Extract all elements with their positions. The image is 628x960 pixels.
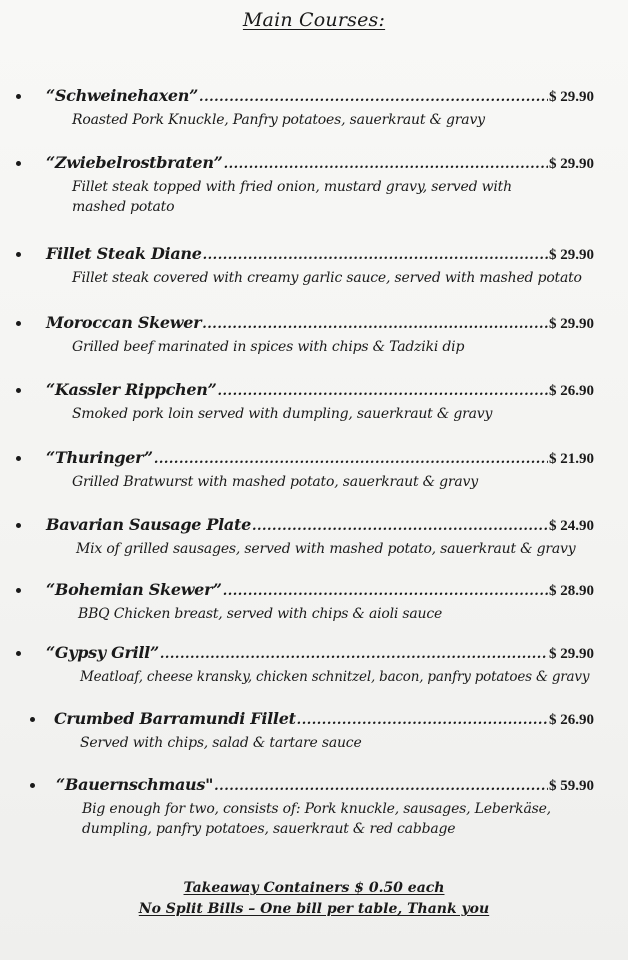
menu-item-price: $ 29.90 xyxy=(549,247,594,263)
dot-leader xyxy=(224,157,548,172)
menu-item-price: $ 59.90 xyxy=(549,778,594,794)
menu-item-row xyxy=(46,380,594,402)
menu-item-price: $ 24.90 xyxy=(549,518,594,534)
dot-leader xyxy=(252,519,548,534)
menu-item-row xyxy=(46,313,594,335)
bullet-icon xyxy=(30,783,35,788)
menu-item-price: $ 26.90 xyxy=(549,383,594,399)
bullet-icon xyxy=(16,388,21,393)
menu-item-name: Fillet Steak Diane xyxy=(46,244,202,263)
menu-item-price: $ 21.90 xyxy=(549,451,594,467)
bullet-icon xyxy=(16,588,21,593)
menu-item-price: $ 29.90 xyxy=(549,646,594,662)
menu-item-name: Bavarian Sausage Plate xyxy=(46,515,251,534)
menu-item-price: $ 29.90 xyxy=(549,316,594,332)
bullet-icon xyxy=(16,252,21,257)
menu-item-description: BBQ Chicken breast, served with chips & aioli sauce xyxy=(78,606,443,622)
split-bill-note: No Split Bills – One bill per table, Thank you xyxy=(138,901,490,917)
takeaway-note: Takeaway Containers $ 0.50 each xyxy=(183,880,445,896)
dot-leader xyxy=(202,317,548,332)
dot-leader xyxy=(160,647,548,662)
menu-item-row xyxy=(46,580,594,602)
menu-item-row xyxy=(46,515,594,537)
menu-item-description: Roasted Pork Knuckle, Panfry potatoes, sauerkraut & gravy xyxy=(72,112,485,128)
bullet-icon xyxy=(16,651,21,656)
menu-item-description: Served with chips, salad & tartare sauce xyxy=(80,735,362,751)
menu-item-row xyxy=(46,244,594,266)
menu-item-name: “Bauernschmaus" xyxy=(56,775,214,794)
menu-item-row xyxy=(54,709,594,731)
menu-item-name: “Schweinehaxen” xyxy=(46,86,199,105)
menu-item-description: Fillet steak covered with creamy garlic sauce, served with mashed potato xyxy=(72,270,582,286)
dot-leader xyxy=(297,713,548,728)
bullet-icon xyxy=(16,321,21,326)
dot-leader xyxy=(214,779,548,794)
dot-leader xyxy=(223,584,548,599)
menu-item-description: Grilled beef marinated in spices with chips & Tadziki dip xyxy=(72,339,465,355)
menu-item-name: “Bohemian Skewer” xyxy=(46,580,222,599)
menu-item-description: Fillet steak topped with fried onion, mustard gravy, served with mashed potato xyxy=(72,179,512,215)
dot-leader xyxy=(154,452,548,467)
menu-item-row xyxy=(46,643,594,665)
menu-item-description: Grilled Bratwurst with mashed potato, sauerkraut & gravy xyxy=(72,474,478,490)
menu-item-name: “Kassler Rippchen” xyxy=(46,380,217,399)
bullet-icon xyxy=(16,94,21,99)
dot-leader xyxy=(199,90,548,105)
menu-item-price: $ 29.90 xyxy=(549,89,594,105)
bullet-icon xyxy=(16,456,21,461)
menu-item-description: Meatloaf, cheese kransky, chicken schnitzel, bacon, panfry potatoes & gravy xyxy=(80,669,590,685)
menu-item-row xyxy=(56,775,594,797)
menu-item-price: $ 29.90 xyxy=(549,156,594,172)
bullet-icon xyxy=(16,161,21,166)
dot-leader xyxy=(218,384,549,399)
menu-item-price: $ 28.90 xyxy=(549,583,594,599)
menu-item-row xyxy=(46,86,594,108)
menu-item-name: “Thuringer” xyxy=(46,448,153,467)
bullet-icon xyxy=(30,717,35,722)
menu-item-price: $ 26.90 xyxy=(549,712,594,728)
menu-item-description: Mix of grilled sausages, served with mashed potato, sauerkraut & gravy xyxy=(76,541,576,557)
menu-item-name: “Gypsy Grill” xyxy=(46,643,159,662)
menu-item-description: Big enough for two, consists of: Pork knuckle, sausages, Leberkäse, dumpling, panfry potatoes, sauerkraut & red cabbage xyxy=(82,801,551,837)
menu-item-row xyxy=(46,153,594,175)
bullet-icon xyxy=(16,523,21,528)
menu-item-row xyxy=(46,448,594,470)
page-title: Main Courses: xyxy=(242,9,386,31)
menu-item-name: “Zwiebelrostbraten” xyxy=(46,153,223,172)
menu-item-name: Crumbed Barramundi Fillet xyxy=(54,709,296,728)
dot-leader xyxy=(203,248,548,263)
menu-item-description: Smoked pork loin served with dumpling, sauerkraut & gravy xyxy=(72,406,493,422)
menu-item-name: Moroccan Skewer xyxy=(46,313,202,332)
